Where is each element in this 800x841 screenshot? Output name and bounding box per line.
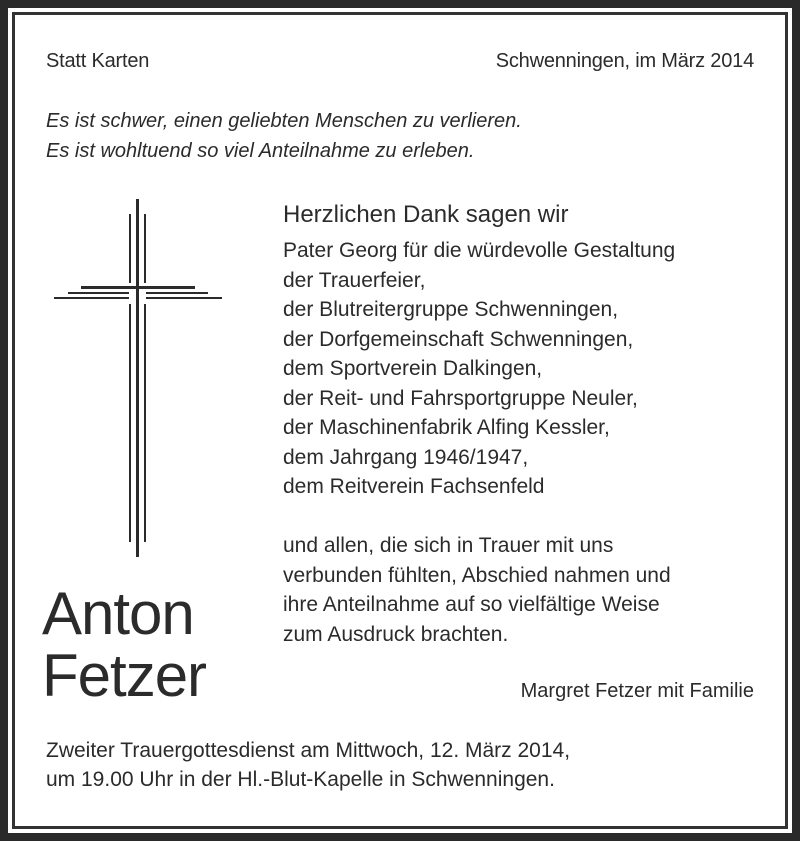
recipient: der Maschinenfabrik Alfing Kessler,	[283, 416, 610, 439]
closing-line: zum Ausdruck brachten.	[283, 622, 509, 646]
header-left: Statt Karten	[46, 50, 150, 72]
service-line: Zweiter Trauergottesdienst am Mittwoch, 12. März 2014,	[46, 739, 571, 762]
recipient: der Reit- und Fahrsportgruppe Neuler,	[283, 386, 638, 410]
recipient: dem Sportverein Dalkingen,	[283, 357, 543, 380]
recipient: der Dorfgemeinschaft Schwenningen,	[283, 327, 634, 351]
recipient: der Trauerfeier,	[283, 268, 426, 292]
signature: Margret Fetzer mit Familie	[520, 680, 754, 702]
deceased-last-name: Fetzer	[42, 642, 207, 709]
motto-line: Es ist schwer, einen geliebten Menschen zu verlieren.	[46, 110, 522, 132]
closing-line: ihre Anteilnahme auf so vielfältige Weise	[283, 593, 660, 616]
recipient: Pater Georg für die würdevolle Gestaltung	[283, 239, 676, 262]
latin-cross-icon	[30, 180, 250, 580]
motto	[46, 106, 522, 166]
header-right: Schwenningen, im März 2014	[495, 50, 754, 72]
recipient: der Blutreitergruppe Schwenningen,	[283, 298, 619, 321]
motto-line: Es ist wohltuend so viel Anteilnahme zu erleben.	[46, 140, 475, 162]
closing-line: und allen, die sich in Trauer mit uns	[283, 534, 614, 557]
thanks-title: Herzlichen Dank sagen wir	[283, 201, 569, 228]
closing-text	[283, 531, 671, 649]
service-line: um 19.00 Uhr in der Hl.-Blut-Kapelle in Schwenningen.	[46, 768, 555, 791]
obituary-card	[8, 8, 792, 833]
service-notice	[46, 736, 570, 794]
recipient: dem Reitverein Fachsenfeld	[283, 475, 545, 498]
recipients-list	[283, 236, 675, 502]
closing-line: verbunden fühlten, Abschied nahmen und	[283, 563, 671, 587]
deceased-first-name: Anton	[42, 580, 194, 647]
recipient: dem Jahrgang 1946/1947,	[283, 445, 529, 469]
